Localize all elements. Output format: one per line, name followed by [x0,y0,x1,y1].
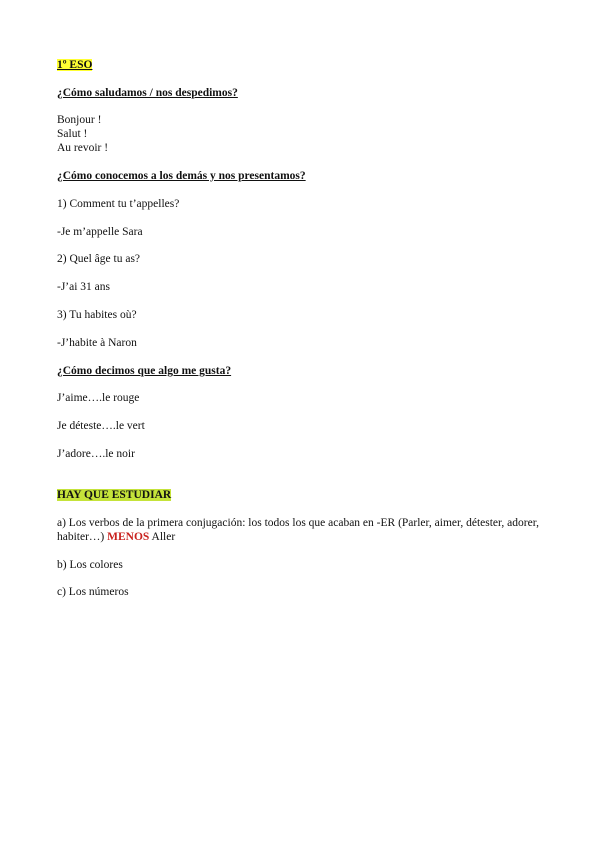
greeting-line: Salut ! [57,128,88,140]
dialog-line: -Je m’appelle Sara [57,226,143,238]
study-item-c: c) Los números [57,586,129,598]
study-item-a-text: a) Los verbos de la primera conjugación: los todos los que acaban en -ER (Parler, aimer, détester, adorer, habiter…) [57,517,539,543]
dialog-line: 1) Comment tu t’appelles? [57,198,180,210]
dialog-line: 2) Quel âge tu as? [57,253,141,265]
section2-heading: ¿Cómo conocemos a los demás y nos presentamos? [57,170,306,182]
likes-line: J’aime….le rouge [57,392,140,404]
likes-line: J’adore….le noir [57,448,135,460]
study-item-a-tail: Aller [149,531,176,543]
dialog-line: -J’ai 31 ans [57,281,111,293]
likes-line: Je déteste….le vert [57,420,145,432]
section3-heading: ¿Cómo decimos que algo me gusta? [57,365,232,377]
dialog-line: -J’habite à Naron [57,337,137,349]
study-item-b: b) Los colores [57,559,123,571]
greeting-line: Bonjour ! [57,114,102,126]
menos-highlight: MENOS [107,531,150,543]
section1-heading: ¿Cómo saludamos / nos despedimos? [57,87,238,99]
study-item-a [57,516,542,544]
study-heading [57,488,171,502]
study-heading-highlight: HAY QUE ESTUDIAR [57,489,172,501]
greeting-line: Au revoir ! [57,142,109,154]
title-highlight: 1º ESO [57,59,93,71]
dialog-line: 3) Tu habites où? [57,309,137,321]
document-title [57,58,92,72]
